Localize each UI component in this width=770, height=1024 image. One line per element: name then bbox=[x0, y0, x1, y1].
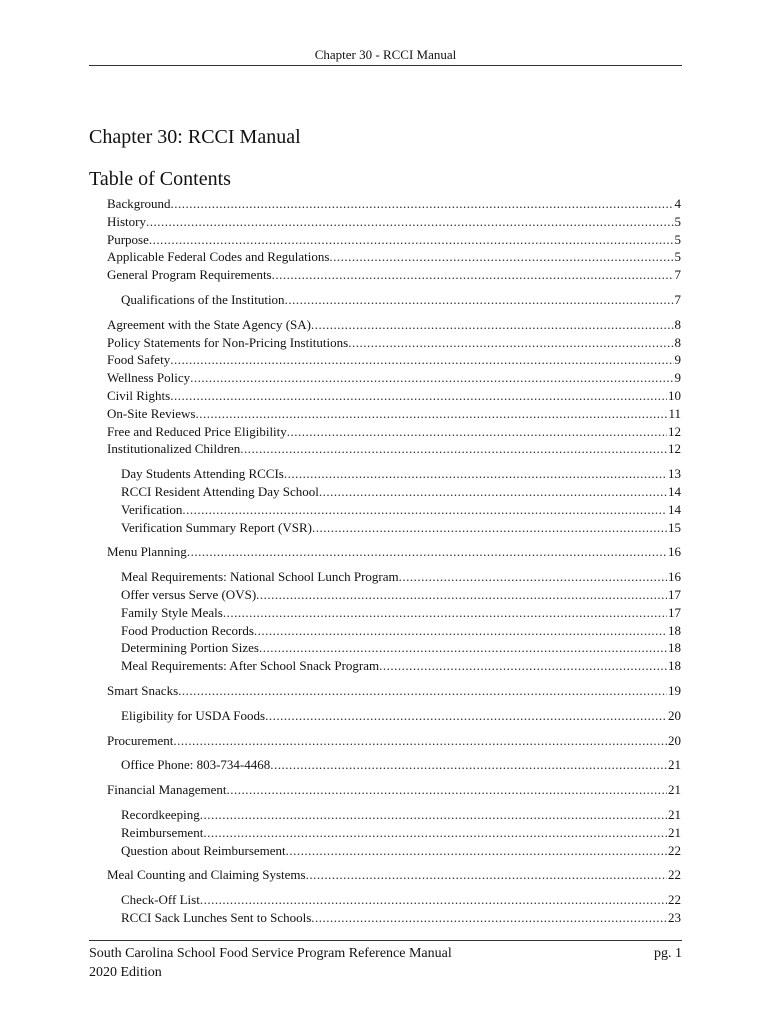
toc-dot-leader bbox=[200, 892, 667, 908]
toc-entry-title: Purpose bbox=[107, 231, 149, 247]
toc-entry[interactable] bbox=[107, 520, 681, 538]
toc-dot-leader bbox=[149, 232, 674, 248]
toc-entry-title: Eligibility for USDA Foods bbox=[121, 707, 266, 723]
chapter-title: Chapter 30: RCCI Manual bbox=[89, 126, 301, 148]
toc-dot-leader bbox=[265, 708, 667, 724]
footer-rule bbox=[89, 940, 682, 941]
toc-entry-page: 5 bbox=[674, 213, 681, 229]
toc-entry[interactable] bbox=[107, 605, 681, 623]
toc-entry-page: 22 bbox=[668, 892, 681, 908]
toc-entry-title: History bbox=[107, 213, 146, 229]
toc-dot-leader bbox=[285, 292, 674, 308]
toc-entry-page: 21 bbox=[668, 824, 681, 840]
toc-entry[interactable] bbox=[107, 623, 681, 641]
toc-entry-page: 22 bbox=[668, 842, 681, 858]
toc-entry-title: Reimbursement bbox=[121, 824, 204, 840]
toc-entry-page: 11 bbox=[668, 405, 681, 421]
toc-entry-page: 21 bbox=[668, 782, 681, 798]
footer-manual-title: South Carolina School Food Service Program Reference Manual bbox=[89, 946, 452, 961]
toc-dot-leader bbox=[227, 782, 668, 798]
toc-entry-page: 18 bbox=[668, 622, 681, 638]
toc-entry-title: RCCI Resident Attending Day School bbox=[121, 483, 319, 499]
toc-entry-page: 18 bbox=[668, 640, 681, 656]
toc-entry-title: Family Style Meals bbox=[121, 604, 223, 620]
footer-page-number: pg. 1 bbox=[654, 946, 682, 961]
toc-entry-title: Meal Requirements: After School Snack Program bbox=[121, 658, 380, 674]
toc-entry-page: 7 bbox=[674, 267, 681, 283]
toc-entry[interactable] bbox=[107, 466, 681, 484]
toc-dot-leader bbox=[284, 466, 667, 482]
toc-entry-page: 15 bbox=[668, 519, 681, 535]
toc-dot-leader bbox=[200, 807, 667, 823]
toc-entry-page: 16 bbox=[668, 544, 681, 560]
toc-entry-page: 10 bbox=[668, 387, 681, 403]
toc-dot-leader bbox=[311, 317, 674, 333]
toc-entry[interactable] bbox=[107, 782, 681, 800]
toc-entry-page: 18 bbox=[668, 658, 681, 674]
toc-entry[interactable] bbox=[107, 370, 681, 388]
toc-entry[interactable] bbox=[107, 424, 681, 442]
toc-dot-leader bbox=[173, 733, 667, 749]
toc-dot-leader bbox=[272, 267, 674, 283]
toc-dot-leader bbox=[311, 910, 667, 926]
toc-dot-leader bbox=[195, 406, 667, 422]
toc-entry-page: 19 bbox=[668, 682, 681, 698]
toc-entry[interactable] bbox=[107, 441, 681, 459]
toc-dot-leader bbox=[379, 658, 667, 674]
toc-entry-title: Civil Rights bbox=[107, 387, 171, 403]
toc-entry-page: 14 bbox=[668, 501, 681, 517]
toc-entry-page: 8 bbox=[674, 316, 681, 332]
toc-dot-leader bbox=[329, 249, 673, 265]
footer-edition: 2020 Edition bbox=[89, 965, 162, 980]
toc-entry-title: Free and Reduced Price Eligibility bbox=[107, 423, 287, 439]
toc-entry-title: Food Production Records bbox=[121, 622, 254, 638]
toc-entry-title: Office Phone: 803-734-4468 bbox=[121, 757, 271, 773]
toc-entry-title: Food Safety bbox=[107, 352, 171, 368]
toc-entry-title: On-Site Reviews bbox=[107, 405, 196, 421]
toc-dot-leader bbox=[178, 683, 667, 699]
toc-dot-leader bbox=[287, 424, 667, 440]
toc-entry[interactable] bbox=[107, 757, 681, 775]
toc-entry-title: Menu Planning bbox=[107, 544, 187, 560]
toc-dot-leader bbox=[187, 544, 667, 560]
toc-entry-title: Financial Management bbox=[107, 782, 227, 798]
toc-entry[interactable] bbox=[107, 683, 681, 701]
toc-entry-page: 20 bbox=[668, 732, 681, 748]
toc-entry-page: 21 bbox=[668, 757, 681, 773]
toc-dot-leader bbox=[146, 214, 674, 230]
toc-entry[interactable] bbox=[107, 843, 681, 861]
running-header: Chapter 30 - RCCI Manual bbox=[314, 47, 457, 62]
table-of-contents bbox=[107, 196, 681, 928]
toc-entry-title: Wellness Policy bbox=[107, 370, 191, 386]
toc-entry-page: 4 bbox=[674, 196, 681, 211]
footer-left bbox=[89, 944, 452, 982]
toc-entry-page: 17 bbox=[668, 604, 681, 620]
toc-entry-title: Institutionalized Children bbox=[107, 441, 241, 457]
toc-entry[interactable] bbox=[107, 484, 681, 502]
toc-entry[interactable] bbox=[107, 214, 681, 232]
toc-entry[interactable] bbox=[107, 232, 681, 250]
toc-entry-page: 9 bbox=[674, 370, 681, 386]
toc-entry[interactable] bbox=[107, 733, 681, 751]
toc-dot-leader bbox=[190, 370, 673, 386]
toc-entry-title: Agreement with the State Agency (SA) bbox=[107, 316, 311, 332]
toc-dot-leader bbox=[203, 825, 667, 841]
toc-entry-page: 13 bbox=[668, 466, 681, 482]
toc-entry[interactable] bbox=[107, 658, 681, 676]
toc-entry[interactable] bbox=[107, 825, 681, 843]
toc-entry[interactable] bbox=[107, 807, 681, 825]
toc-entry[interactable] bbox=[107, 317, 681, 335]
toc-entry-title: Verification Summary Report (VSR) bbox=[121, 519, 312, 535]
toc-dot-leader bbox=[170, 388, 667, 404]
toc-entry[interactable] bbox=[107, 892, 681, 910]
toc-entry-page: 23 bbox=[668, 909, 681, 925]
toc-entry-page: 12 bbox=[668, 441, 681, 457]
toc-entry-title: Question about Reimbursement bbox=[121, 842, 286, 858]
toc-entry-title: Verification bbox=[121, 501, 183, 517]
toc-entry[interactable] bbox=[107, 335, 681, 353]
toc-entry-page: 8 bbox=[674, 334, 681, 350]
toc-entry[interactable] bbox=[107, 910, 681, 928]
header-rule bbox=[89, 65, 682, 66]
toc-entry[interactable] bbox=[107, 502, 681, 520]
toc-entry-page: 20 bbox=[668, 707, 681, 723]
toc-entry-page: 21 bbox=[668, 806, 681, 822]
toc-entry-page: 7 bbox=[674, 291, 681, 307]
toc-entry-title: Smart Snacks bbox=[107, 682, 179, 698]
toc-entry[interactable] bbox=[107, 544, 681, 562]
toc-entry-title: RCCI Sack Lunches Sent to Schools bbox=[121, 909, 312, 925]
toc-entry[interactable] bbox=[107, 352, 681, 370]
toc-dot-leader bbox=[259, 640, 667, 656]
toc-entry-title: Recordkeeping bbox=[121, 806, 200, 822]
toc-dot-leader bbox=[270, 757, 667, 773]
toc-dot-leader bbox=[182, 502, 667, 518]
toc-title: Table of Contents bbox=[89, 168, 231, 190]
toc-entry-title: Procurement bbox=[107, 732, 174, 748]
toc-entry[interactable] bbox=[107, 640, 681, 658]
toc-entry[interactable] bbox=[107, 587, 681, 605]
toc-entry-page: 16 bbox=[668, 569, 681, 585]
toc-entry-title: Meal Requirements: National School Lunch Program bbox=[121, 569, 399, 585]
toc-entry-title: Determining Portion Sizes bbox=[121, 640, 259, 656]
toc-entry[interactable] bbox=[107, 569, 681, 587]
toc-entry[interactable] bbox=[107, 406, 681, 424]
toc-dot-leader bbox=[312, 520, 667, 536]
toc-entry[interactable] bbox=[107, 388, 681, 406]
toc-entry-title: Background bbox=[107, 196, 171, 211]
toc-dot-leader bbox=[319, 484, 667, 500]
toc-dot-leader bbox=[240, 441, 667, 457]
toc-entry-title: Qualifications of the Institution bbox=[121, 291, 285, 307]
toc-entry-page: 5 bbox=[674, 231, 681, 247]
toc-entry-title: General Program Requirements bbox=[107, 267, 272, 283]
toc-entry[interactable] bbox=[107, 292, 681, 310]
toc-entry-page: 9 bbox=[674, 352, 681, 368]
toc-entry-page: 12 bbox=[668, 423, 681, 439]
toc-dot-leader bbox=[171, 196, 674, 212]
toc-entry-title: Offer versus Serve (OVS) bbox=[121, 586, 257, 602]
toc-entry-title: Check-Off List bbox=[121, 892, 200, 908]
toc-dot-leader bbox=[254, 623, 667, 639]
toc-dot-leader bbox=[170, 352, 673, 368]
toc-entry-page: 22 bbox=[668, 867, 681, 883]
toc-entry-title: Applicable Federal Codes and Regulations bbox=[107, 249, 330, 265]
toc-dot-leader bbox=[348, 335, 673, 351]
toc-entry[interactable] bbox=[107, 708, 681, 726]
toc-entry[interactable] bbox=[107, 867, 681, 885]
toc-dot-leader bbox=[223, 605, 667, 621]
toc-entry[interactable] bbox=[107, 196, 681, 214]
toc-entry[interactable] bbox=[107, 249, 681, 267]
toc-entry-page: 14 bbox=[668, 483, 681, 499]
toc-dot-leader bbox=[306, 867, 667, 883]
toc-entry-title: Day Students Attending RCCIs bbox=[121, 466, 284, 482]
toc-entry[interactable] bbox=[107, 267, 681, 285]
toc-entry-page: 5 bbox=[674, 249, 681, 265]
toc-entry-title: Meal Counting and Claiming Systems bbox=[107, 867, 306, 883]
toc-entry-page: 17 bbox=[668, 586, 681, 602]
toc-dot-leader bbox=[286, 843, 667, 859]
toc-dot-leader bbox=[256, 587, 667, 603]
toc-entry-title: Policy Statements for Non-Pricing Institutions bbox=[107, 334, 349, 350]
toc-dot-leader bbox=[399, 569, 667, 585]
